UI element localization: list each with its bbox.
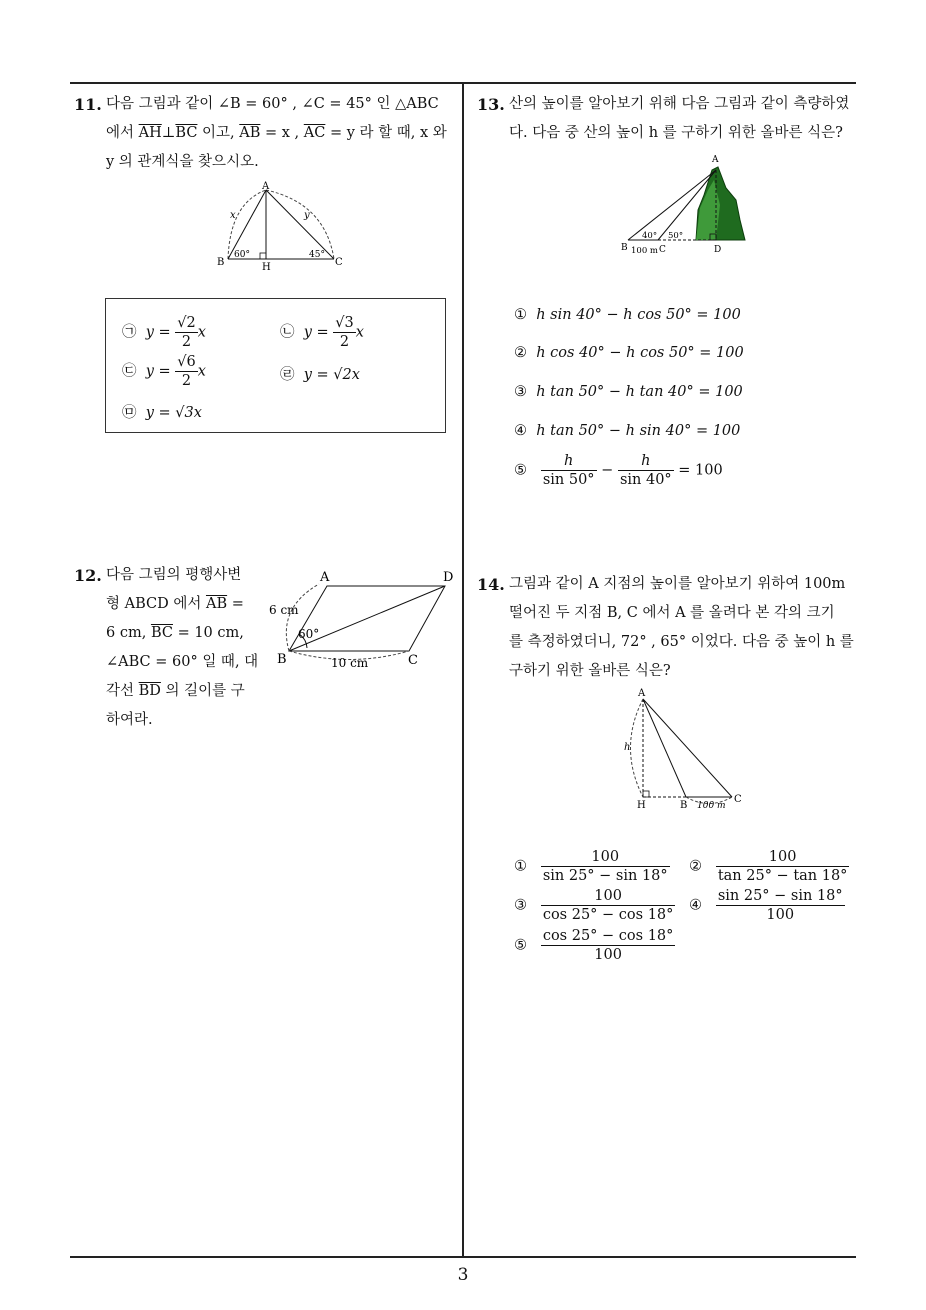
height-figure-q14: [610, 684, 755, 812]
choice-item[interactable]: ② h cos 40° − h cos 50° = 100: [514, 345, 744, 361]
vertex-label: A: [320, 570, 330, 585]
choice-item[interactable]: ㉠ y = $\frac{√2}{2}$ x: [122, 315, 206, 350]
question-number: 12.: [74, 566, 102, 585]
choice-item[interactable]: ① h sin 40° − h cos 50° = 100: [514, 307, 741, 323]
choice-item[interactable]: ② $\frac{100}{\tan 25^\circ - \tan 18^\circ}$: [689, 849, 848, 884]
vertex-label: B: [277, 652, 287, 667]
question-number: 13.: [477, 95, 505, 114]
side-label: h: [624, 742, 631, 753]
text-line: 산의 높이를 알아보기 위해 다음 그림과 같이 측량하였: [509, 96, 850, 112]
choice-item[interactable]: ③ h tan 50° − h tan 40° = 100: [514, 384, 743, 400]
distance-label: 100 m: [631, 246, 658, 256]
text-line: 하여라.: [106, 712, 153, 728]
vertex-label: A: [638, 688, 646, 699]
text-line: 다. 다음 중 산의 높이 h 를 구하기 위한 올바른 식은?: [509, 125, 843, 141]
choice-item[interactable]: ㉡ y = $\frac{√3}{2}$ x: [280, 315, 364, 350]
text-line: ∠ABC = 60° 일 때, 대: [106, 654, 259, 670]
vertex-label: A: [262, 181, 270, 192]
side-label: 10 cm: [331, 656, 369, 670]
question-text: [509, 90, 864, 148]
choice-item[interactable]: ⑤ $\frac{h}{\sin 50^\circ}$ − $\frac{h}{\sin 40^\circ}$ = 100: [514, 453, 723, 488]
vertex-label: C: [408, 653, 418, 668]
text-line: 구하기 위한 올바른 식은?: [509, 663, 671, 679]
parallelogram-figure-q12: [265, 566, 460, 678]
text-line: 떨어진 두 지점 B, C 에서 A 를 올려다 본 각의 크기: [509, 605, 835, 621]
choice-item[interactable]: ④ $\frac{\sin 25^\circ - \sin 18^\circ}{100}$: [689, 888, 843, 923]
question-text: [106, 90, 466, 148]
question-text: [509, 570, 864, 686]
angle-label: 45°: [309, 250, 325, 260]
text-line: y 의 관계식을 찾으시오.: [106, 154, 259, 170]
vertex-label: C: [734, 794, 742, 805]
vertex-label: A: [712, 155, 719, 165]
text-line: 다음 그림의 평행사변: [106, 567, 242, 583]
vertex-label: C: [335, 257, 343, 268]
vertex-label: B: [621, 243, 628, 253]
vertex-label: C: [659, 245, 666, 255]
choice-item[interactable]: ㉢ y = $\frac{√6}{2}$ x: [122, 354, 206, 389]
angle-label: 60°: [234, 250, 250, 260]
choice-item[interactable]: ㉣ y = √2x: [280, 367, 360, 383]
angle-label: 40°: [642, 231, 658, 241]
text-line: 를 측정하였더니, 72° , 65° 이었다. 다음 중 높이 h 를: [509, 634, 854, 650]
text-line: 6 cm, $\overline{BC} = 10$ cm,: [106, 625, 244, 641]
choice-item[interactable]: ① $\frac{100}{\sin 25^\circ - \sin 18^\circ}$: [514, 849, 668, 884]
triangle-figure-q11: [210, 178, 360, 273]
choice-item[interactable]: ㉤ y = √3x: [122, 405, 202, 421]
side-label: x: [230, 210, 236, 221]
column-divider: [462, 82, 464, 1257]
vertex-label: H: [637, 800, 646, 811]
angle-label: 50°: [668, 231, 684, 241]
vertex-label: B: [680, 800, 688, 811]
side-label: y: [304, 210, 310, 221]
text-line: 형 ABCD 에서 $\overline{AB}$ =: [106, 596, 244, 612]
text-line: 그림과 같이 A 지점의 높이를 알아보기 위하여 100m: [509, 576, 846, 592]
page-number: 3: [457, 1265, 469, 1285]
vertex-label: H: [262, 262, 271, 273]
vertex-label: D: [714, 245, 722, 255]
question-text: [106, 561, 266, 735]
vertex-label: B: [217, 257, 225, 268]
angle-label: 60°: [298, 627, 320, 641]
text-line: 에서 $\overline{AH}\perp\overline{BC}$ 이고, $\overline{AB} = x$ , $\overline{AC} = y$ 라 할 때, x 와: [106, 125, 447, 141]
choice-item[interactable]: ③ $\frac{100}{\cos 25^\circ - \cos 18^\circ}$: [514, 888, 674, 923]
text-line: 다음 그림과 같이 ∠B = 60° , ∠C = 45° 인 △ABC: [106, 96, 439, 112]
mountain-figure-q13: [618, 150, 753, 260]
question-number: 11.: [74, 95, 102, 114]
choice-item[interactable]: ④ h tan 50° − h sin 40° = 100: [514, 423, 741, 439]
distance-label: 100 m: [697, 801, 726, 811]
text-line: 각선 $\overline{BD}$ 의 길이를 구: [106, 683, 245, 699]
choice-item[interactable]: ⑤ $\frac{\cos 25^\circ - \cos 18^\circ}{100}$: [514, 928, 674, 963]
side-label: 6 cm: [269, 603, 299, 617]
question-number: 14.: [477, 575, 505, 594]
vertex-label: D: [443, 570, 454, 585]
